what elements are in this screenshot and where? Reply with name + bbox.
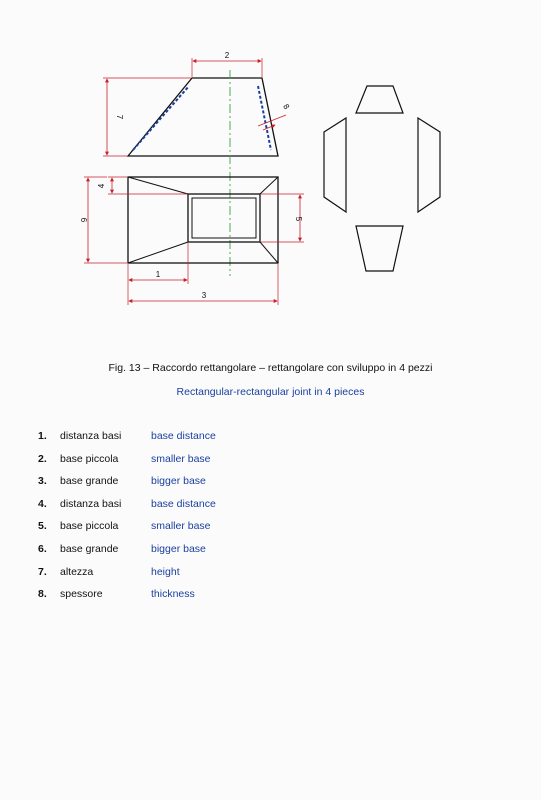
dim-label-8: 8 (281, 102, 292, 111)
legend-item (38, 430, 438, 453)
legend-item (38, 543, 438, 566)
legend-italian: altezza (60, 565, 94, 578)
legend-item (38, 475, 438, 498)
dim-label-6: 6 (79, 217, 88, 223)
dim-label-5: 5 (294, 216, 303, 222)
dim-label-1: 1 (155, 270, 161, 279)
piece-left (324, 118, 346, 212)
legend-english: thickness (151, 588, 195, 601)
dim-label-4: 4 (97, 183, 106, 189)
technical-drawing (0, 0, 541, 340)
legend-english: base distance (151, 430, 216, 442)
legend-english: base distance (151, 497, 216, 510)
legend-item (38, 498, 438, 521)
figure-caption-italian: Fig. 13 – Raccordo rettangolare – rettangolare con sviluppo in 4 pezzi (108, 362, 433, 374)
development-pieces (324, 86, 440, 271)
legend-english: smaller base (151, 452, 211, 465)
legend-number: 7. (38, 565, 47, 578)
legend-number: 3. (38, 475, 47, 488)
elevation-view (103, 58, 286, 276)
legend-italian: base grande (60, 475, 119, 488)
figure-caption-english: Rectangular-rectangular joint in 4 pieces (176, 386, 365, 398)
legend-italian: base piccola (60, 520, 119, 533)
legend-number: 1. (38, 430, 47, 442)
legend-item (38, 588, 438, 611)
dim-label-2: 2 (224, 51, 230, 60)
piece-top (356, 86, 403, 113)
piece-right (418, 118, 440, 212)
legend-italian: distanza basi (60, 497, 122, 510)
legend-item (38, 520, 438, 543)
plan-view (84, 177, 304, 305)
legend-number: 6. (38, 542, 47, 555)
dim-label-3: 3 (201, 291, 207, 300)
legend-english: bigger base (151, 542, 206, 555)
legend-italian: base piccola (60, 452, 119, 465)
piece-bottom (356, 226, 403, 271)
legend-number: 2. (38, 452, 47, 465)
legend-number: 5. (38, 520, 47, 533)
legend-number: 8. (38, 588, 47, 601)
legend-italian: base grande (60, 542, 119, 555)
legend-english: bigger base (151, 475, 206, 488)
legend-english: smaller base (151, 520, 211, 533)
legend-list (38, 430, 438, 611)
legend-item (38, 453, 438, 476)
legend-english: height (151, 565, 180, 578)
legend-italian: distanza basi (60, 430, 122, 442)
legend-italian: spessore (60, 588, 103, 601)
legend-item (38, 566, 438, 589)
legend-number: 4. (38, 497, 47, 510)
dim-label-7: 7 (115, 114, 124, 120)
